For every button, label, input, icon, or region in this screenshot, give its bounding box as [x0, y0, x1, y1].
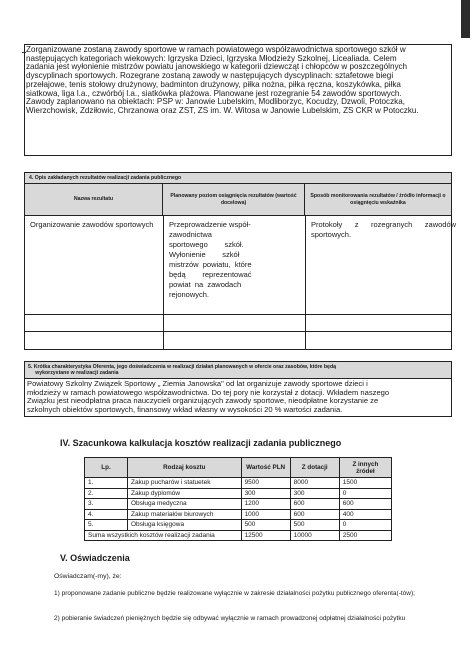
- text-line: Zawody zaplanowano na obiektach: PSP w: Janowie Lubelskim, Modliborzyc, Kocudzy, Dzwoli, Potoczka,: [26, 98, 405, 107]
- table-header-row: [85, 458, 392, 478]
- cell: Zakup dyplomów: [127, 488, 241, 499]
- cell: 3.: [85, 499, 128, 510]
- cell: 600: [290, 509, 339, 520]
- cell: 2.: [85, 488, 128, 499]
- total-grant: 10000: [290, 530, 339, 541]
- header-cost-type: Rodzaj kosztu: [127, 458, 241, 478]
- task-description-text: [26, 46, 450, 116]
- cell: 500: [241, 520, 290, 531]
- total-value: 12500: [241, 530, 290, 541]
- row-divider: [25, 314, 451, 315]
- results-table-title: 4. Opis zakładanych rezultatów realizacji zadania publicznego: [25, 173, 451, 184]
- cell: 1000: [241, 509, 290, 520]
- header-monitoring: Sposób monitorowania rezultatów / źródło informacji o osiągnięciu wskaźnika: [305, 184, 451, 216]
- header-other-sources: Z innych źródeł: [339, 458, 391, 478]
- declaration-item: 1) proponowane zadanie publiczne będzie realizowane wyłącznie w zakresie działalności pożytku publicznego oferenta(-tów);: [54, 590, 415, 597]
- column-divider: [163, 216, 164, 349]
- cell: 300: [290, 488, 339, 499]
- table-row: [85, 499, 392, 510]
- header-from-grant: Z dotacji: [290, 458, 339, 478]
- cell: 1200: [241, 499, 290, 510]
- cost-table: [84, 457, 392, 541]
- cell: 8000: [290, 478, 339, 489]
- cell: 9500: [241, 478, 290, 489]
- total-other: 2500: [339, 530, 391, 541]
- text-line: rejonowych.: [169, 290, 210, 299]
- header-value: Wartość PLN: [241, 458, 290, 478]
- cell: 1500: [339, 478, 391, 489]
- title-line: 5. Krótka charakterystyka Oferenta, jego doświadczenia w realizacji działań planowanych w ofercie oraz zasobów, które będą: [28, 364, 336, 370]
- cell: 600: [290, 499, 339, 510]
- cell: 5.: [85, 520, 128, 531]
- cell: 400: [339, 509, 391, 520]
- text-line: następujących kategoriach wiekowych: Igrzyska Dzieci, Igrzyska Młodzieży Szkolnej, Licealiada. Celem: [26, 54, 397, 63]
- text-line: szkolnych obiektów sportowych, finansowy wkład własny w wysokości 20 % wartości zadania.: [27, 405, 343, 414]
- offeror-characteristics-box: [24, 361, 452, 417]
- text-line: mistrzów powiatu, które: [169, 260, 252, 269]
- target-level-cell: [169, 220, 299, 300]
- cell: 600: [339, 499, 391, 510]
- text-line: zadania jest wyłonienie mistrzów powiatu janowskiego w kategorii dziewcząt i chłopców w poszczególnych: [26, 63, 408, 72]
- offeror-characteristics-text: [27, 380, 449, 414]
- header-lp: Lp.: [85, 458, 128, 478]
- table-row: [85, 520, 392, 531]
- offeror-characteristics-title: [25, 362, 451, 379]
- text-line: dyscyplinach sportowych. Rozegrane zostaną zawody w następujących dyscyplinach: sztafetowe biegi: [26, 72, 394, 81]
- title-line: wykorzystane w realizacji zadania: [28, 370, 119, 377]
- results-table: [24, 172, 457, 350]
- header-result-name: Nazwa rezultatu: [25, 184, 163, 216]
- text-line: przełajowe, tenis stołowy drużynowy, badminton drużynowy, piłka nożna, piłka ręczna, koszykówka, piłka: [26, 80, 401, 89]
- text-line: młodzieży w ramach powiatowego współzawodnictwa. Do tej pory nie korzystał z dotacji. Wkładem naszego: [27, 388, 390, 397]
- cell: Obsługa medyczna: [127, 499, 241, 510]
- text-line: powiat na zawodach: [169, 280, 242, 289]
- text-line: sportowego szkół.: [169, 240, 244, 249]
- text-line: Wyłonienie szkół: [169, 250, 240, 259]
- cell: Zakup materiałów biurowych: [127, 509, 241, 520]
- text-line: Przeprowadzenie współ-: [169, 220, 251, 229]
- cell: 300: [241, 488, 290, 499]
- cost-estimate-heading: IV. Szacunkowa kalkulacja kosztów realizacji zadania publicznego: [60, 438, 342, 448]
- scan-edge-mark: [461, 0, 470, 38]
- total-label: Suma wszystkich kosztów realizacji zadania: [85, 530, 242, 541]
- cell: 500: [290, 520, 339, 531]
- table-total-row: [85, 530, 392, 541]
- cell: 0: [339, 488, 391, 499]
- column-divider: [305, 216, 306, 349]
- cell: 1.: [85, 478, 128, 489]
- text-line: Związku jest nieodpłatna praca nauczycieli organizujących zawody sportowe, nieodpłatne korzystanie ze: [27, 397, 379, 406]
- table-row: [85, 478, 392, 489]
- text-line: będą reprezentować: [169, 270, 252, 279]
- cell: Obsługa księgowa: [127, 520, 241, 531]
- table-row: [85, 509, 392, 520]
- declaration-item: 2) pobieranie świadczeń pieniężnych będzie się odbywać wyłącznie w ramach prowadzonej odpłatnej działalności pożytku: [54, 615, 406, 622]
- text-line: Zorganizowane zostaną zawody sportowe w ramach powiatowego współzawodnictwa sportowego szkół w: [26, 46, 406, 54]
- text-line: Wierzchowisk, Zdziłowic, Chrzanowa oraz ZST, ZS im. W. Witosa w Janowie Lubelskim, ZS CKR w Potoczku.: [26, 106, 419, 115]
- text-line: Protokoły z rozegranych zawodów: [311, 220, 457, 229]
- cell: 0: [339, 520, 391, 531]
- declarations-intro: Oświadczam(-my), że:: [54, 573, 122, 580]
- result-name-cell: Organizowanie zawodów sportowych: [30, 220, 154, 229]
- row-divider: [25, 331, 451, 332]
- cell: 4.: [85, 509, 128, 520]
- text-line: sportowych.: [311, 230, 352, 239]
- cell: Zakup pucharów i statuetek: [127, 478, 241, 489]
- monitoring-cell: [311, 220, 457, 240]
- declarations-heading: V. Oświadczenia: [60, 553, 130, 563]
- task-description-box: [24, 44, 452, 156]
- text-line: Powiatowy Szkolny Związek Sportowy „ Ziemia Janowska" od lat organizuje zawody sportowe dzieci i: [27, 380, 368, 388]
- table-row: [85, 488, 392, 499]
- header-target-level: Planowany poziom osiągnięcia rezultatów (wartość docelowa): [163, 184, 305, 216]
- text-line: siatkowa, liga l.a., czwórbój l.a., siatkówka plażowa. Planowane jest rozegranie 54 zawodów sportowych.: [26, 89, 402, 98]
- text-line: zawodnictwa: [169, 230, 212, 239]
